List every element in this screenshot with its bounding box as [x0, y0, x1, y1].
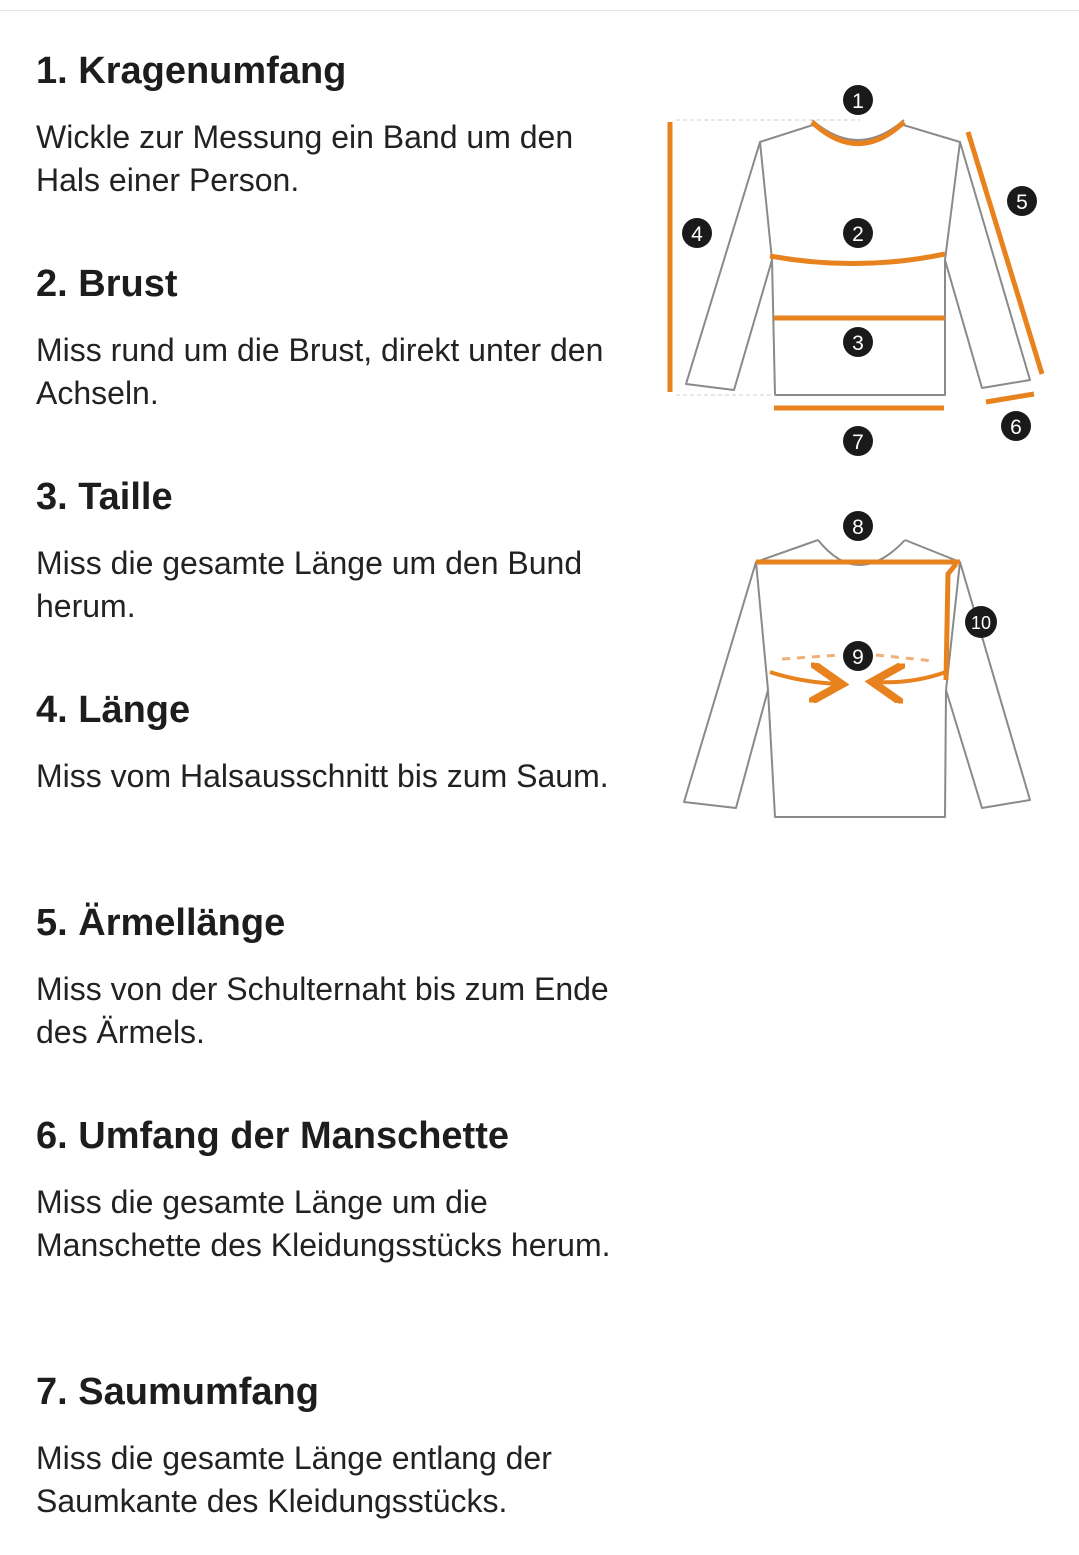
section-text: Miss rund um die Brust, direkt unter den Achseln.: [36, 332, 604, 411]
section-text: Miss vom Halsausschnitt bis zum Saum.: [36, 758, 609, 794]
section-sleeve-length: [36, 898, 636, 1111]
section-hem: [36, 1367, 636, 1523]
svg-text:3: 3: [852, 332, 864, 355]
cuff-measure-line: [986, 394, 1034, 402]
section-text: Wickle zur Messung ein Band um den Hals einer Person.: [36, 119, 574, 198]
svg-text:4: 4: [691, 223, 703, 246]
svg-text:7: 7: [852, 431, 864, 454]
sleeve-measure-line: [968, 132, 1042, 374]
garment-diagram: [660, 80, 1070, 840]
measurement-guide: [36, 46, 636, 1523]
back-length-measure-line: [946, 564, 956, 680]
section-heading: 5. Ärmellänge: [36, 902, 286, 944]
svg-text:1: 1: [852, 90, 864, 113]
marker-1: [843, 85, 873, 115]
svg-text:9: 9: [852, 646, 864, 669]
hip-measure-right: [876, 672, 946, 682]
section-cuff: [36, 1111, 636, 1367]
marker-5: [1007, 186, 1037, 216]
section-text: Miss die gesamte Länge um den Bund herum.: [36, 545, 583, 624]
section-heading: 6. Umfang der Manschette: [36, 1115, 509, 1157]
section-text: Miss von der Schulternaht bis zum Ende des Ärmels.: [36, 971, 609, 1050]
svg-text:5: 5: [1016, 191, 1028, 214]
marker-10: [965, 606, 997, 638]
section-waist: [36, 472, 636, 685]
svg-text:8: 8: [852, 516, 864, 539]
marker-6: [1001, 411, 1031, 441]
section-heading: 1. Kragenumfang: [36, 50, 347, 92]
svg-text:6: 6: [1010, 416, 1022, 439]
section-heading: 7. Saumumfang: [36, 1371, 319, 1413]
section-text: Miss die gesamte Länge um die Manschette des Kleidungsstücks herum.: [36, 1184, 611, 1263]
section-chest: [36, 259, 636, 472]
marker-9: [843, 641, 873, 671]
section-heading: 4. Länge: [36, 689, 191, 731]
marker-2: [843, 218, 873, 248]
section-collar: [36, 46, 636, 259]
section-length: [36, 685, 636, 898]
marker-7: [843, 426, 873, 456]
section-heading: 2. Brust: [36, 263, 178, 305]
section-heading: 3. Taille: [36, 476, 173, 518]
hip-measure-left: [770, 672, 838, 684]
section-text: Miss die gesamte Länge entlang der Saumkante des Kleidungsstücks.: [36, 1440, 552, 1519]
chest-measure-line: [770, 254, 945, 264]
svg-text:2: 2: [852, 223, 864, 246]
top-divider: [0, 10, 1079, 11]
back-sweater-outline: [684, 540, 1030, 817]
marker-8: [843, 511, 873, 541]
marker-4: [682, 218, 712, 248]
svg-text:10: 10: [970, 613, 992, 633]
marker-3: [843, 327, 873, 357]
